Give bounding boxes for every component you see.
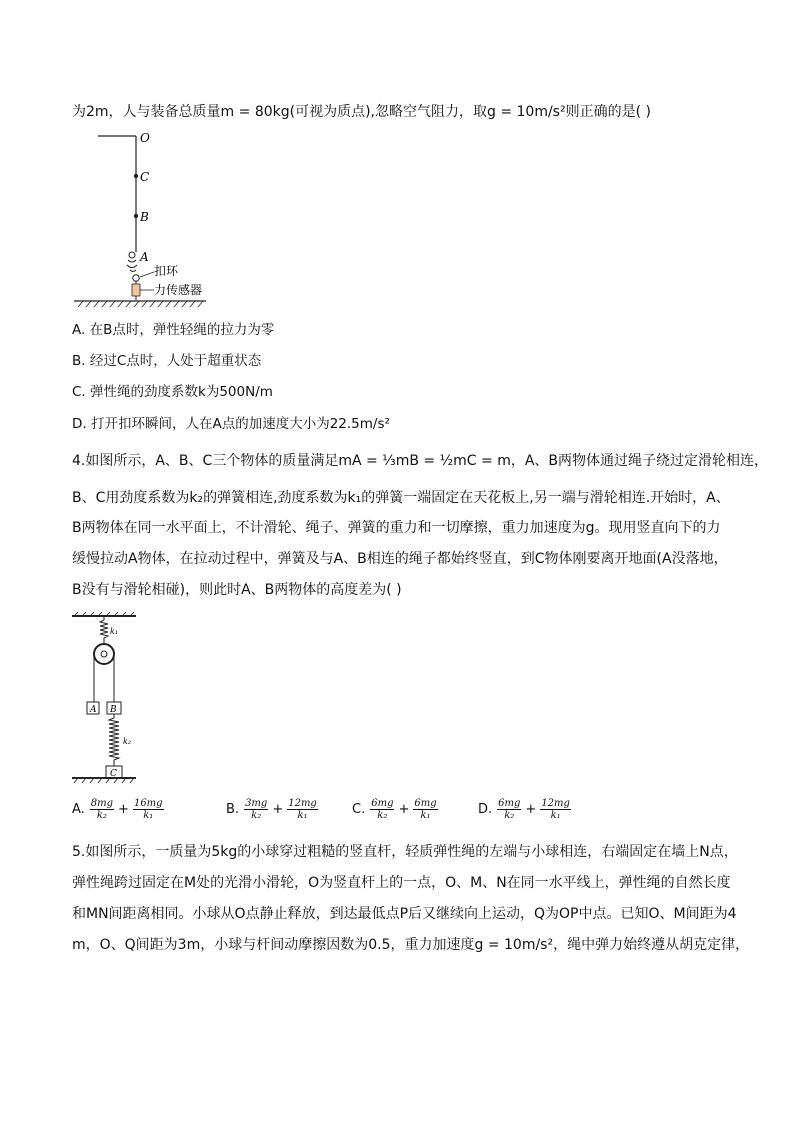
q5-line-2: 弹性绳跨过固定在M处的光滑小滑轮，O为竖直杆上的一点，O、M、N在同一水平线上，弹性绳的自然长度	[72, 875, 731, 891]
fraction: $\frac{3mg}{\text{k₂}}$	[245, 798, 268, 821]
fraction: $\frac{6mg}{\text{k₂}}$	[371, 798, 394, 821]
q4-answer-b-label: B.	[226, 802, 240, 817]
q4-answer-d[interactable]: D. $\frac{6mg}{\text{k₂}}$ + $\frac{12mg}{\text{k₁}}$	[478, 798, 570, 821]
point-a-label: A	[140, 250, 149, 264]
q4-line-2: B、C用劲度系数为k₂的弹簧相连,劲度系数为k₁的弹簧一端固定在天花板上,另一端与滑轮相连.开始时，A、	[72, 490, 730, 506]
fraction: $\frac{12mg}{\text{k₁}}$	[541, 798, 570, 821]
q4-line-1: 4.如图所示，A、B、C三个物体的质量满足mA = ⅓mB = ½mC = m，A、B两物体通过绳子绕过定滑轮相连，	[72, 453, 769, 469]
q4-answer-c[interactable]: C. $\frac{6mg}{\text{k₂}}$ + $\frac{6mg}{\text{k₁}}$	[352, 798, 437, 821]
ring-label: 扣环	[154, 264, 179, 278]
point-o-label: O	[140, 131, 150, 145]
point-b-label: B	[140, 210, 149, 224]
q3-option-a[interactable]: A. 在B点时，弹性轻绳的拉力为零	[72, 322, 275, 338]
q3-bungee-figure	[70, 126, 240, 312]
q4-answer-d-label: D.	[478, 802, 493, 817]
block-b-label: B	[110, 705, 117, 715]
q5-line-1: 5.如图所示，一质量为5kg的小球穿过粗糙的竖直杆，轻质弹性绳的左端与小球相连，右端固定在墙上N点，	[72, 844, 738, 860]
fraction: $\frac{16mg}{\text{k₁}}$	[133, 798, 163, 821]
q4-answer-b[interactable]: B. $\frac{3mg}{\text{k₂}}$ + $\frac{12mg}{\text{k₁}}$	[226, 798, 317, 821]
q4-line-4: 缓慢拉动A物体，在拉动过程中，弹簧及与A、B相连的绳子都始终竖直，到C物体刚要离开地面(A没落地，	[72, 551, 728, 567]
q4-answer-a[interactable]: A. $\frac{8mg}{\text{k₂}}$ + $\frac{16mg}{\text{k₁}}$	[72, 798, 163, 821]
sensor-label: 力传感器	[154, 283, 203, 297]
block-a-label: A	[90, 705, 97, 715]
point-c-label: C	[140, 170, 150, 184]
q4-pulley-figure	[70, 612, 150, 788]
fraction: $\frac{6mg}{\text{k₁}}$	[414, 798, 437, 821]
q4-line-3: B两物体在同一水平面上，不计滑轮、绳子、弹簧的重力和一切摩擦，重力加速度为g。现用竖直向下的力	[72, 520, 721, 536]
q4-line-5: B没有与滑轮相碰)，则此时A、B两物体的高度差为( )	[72, 582, 402, 598]
fraction: $\frac{8mg}{\text{k₂}}$	[90, 798, 114, 821]
q3-intro-line: 为2m，人与装备总质量m = 80kg(可视为质点),忽略空气阻力，取g = 10m/s²则正确的是( )	[72, 104, 651, 120]
q3-option-b[interactable]: B. 经过C点时，人处于超重状态	[72, 353, 262, 369]
spring-k1-label: k₁	[110, 627, 119, 636]
q5-line-3: 和MN间距离相同。小球从O点静止释放，到达最低点P后又继续向上运动，Q为OP中点。已知O、M间距为4	[72, 906, 737, 922]
q3-option-c[interactable]: C. 弹性绳的劲度系数k为500N/m	[72, 384, 273, 400]
fraction: $\frac{12mg}{\text{k₁}}$	[288, 798, 317, 821]
q3-option-d[interactable]: D. 打开扣环瞬间，人在A点的加速度大小为22.5m/s²	[72, 416, 390, 432]
q4-answer-c-label: C.	[352, 802, 366, 817]
q4-answer-a-label: A.	[72, 802, 85, 817]
block-c-label: C	[110, 769, 117, 779]
q5-line-4: m，O、Q间距为3m，小球与杆间动摩擦因数为0.5，重力加速度g = 10m/s²，绳中弹力始终遵从胡克定律，	[72, 937, 750, 953]
spring-k2-label: k₂	[123, 737, 132, 746]
fraction: $\frac{6mg}{\text{k₂}}$	[498, 798, 521, 821]
